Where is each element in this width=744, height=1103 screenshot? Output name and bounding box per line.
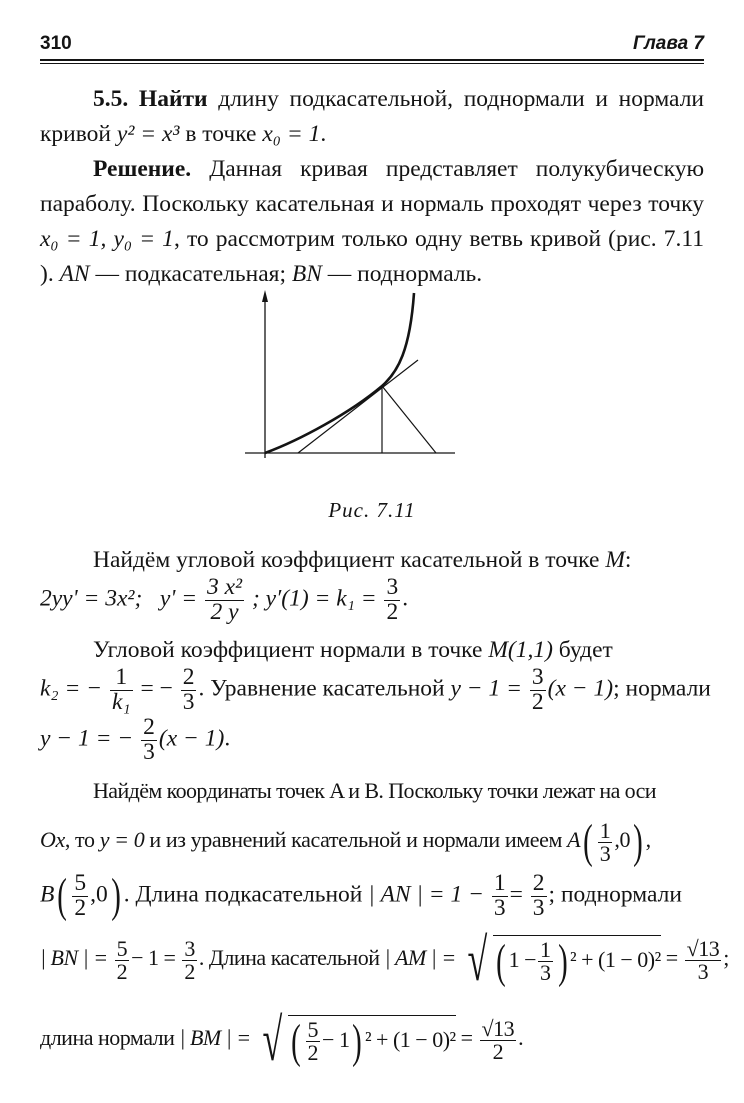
normal-line <box>382 386 436 453</box>
fraction: $\frac{5}{2}$ <box>74 870 87 921</box>
y-axis-arrow <box>262 290 268 302</box>
paragraph-tangent-slope: Найдём угловой коэффициент касательной в точке M: <box>93 547 632 573</box>
fraction: $\frac{1}{3}$ <box>540 937 551 985</box>
problem-number: 5.5. Найти <box>93 86 208 112</box>
fraction: $\frac{5}{2}$ <box>116 935 128 984</box>
point-x0: x₀ = 1 <box>262 121 321 147</box>
parabola-diagram <box>230 288 460 468</box>
fraction: $\frac{3}{2}$ <box>184 935 195 984</box>
equation-normal: y − 1 = − $\frac{2}{3}$ (x − 1). <box>40 714 231 765</box>
fraction: $\frac{1}{3}$ <box>599 817 611 866</box>
header-rule <box>40 59 704 61</box>
figure-7-11 <box>230 288 460 468</box>
header-rule-thin <box>40 63 704 64</box>
line-point-b: B( $\frac{5}{2}$ ,0) . Длина подкасательной | AN | = 1 − $\frac{1}{3}$ = $\frac{2}{3}$ ; поднормали <box>40 869 682 922</box>
line-normal-length: длина нормали | BM | = √ ( $\frac{5}{2}$ − 1) ² + (1 − 0)² = $\frac{√13}{2}$ . <box>40 1007 524 1073</box>
fraction: $\frac{3}{2}$ <box>531 664 544 715</box>
curve-equation: y² = x³ <box>116 121 180 147</box>
fraction: $\frac{\text{3 x²}}{2 y}$ <box>207 574 243 625</box>
fraction: $\frac{1}{\text{k₁}}$ <box>111 664 131 715</box>
fraction: $\frac{5}{2}$ <box>307 1017 319 1065</box>
line-points-a: Ox, то y = 0 и из уравнений касательной и нормали имеем A( $\frac{1}{3}$ ,0) , <box>40 815 651 868</box>
fraction: $\frac{2}{3}$ <box>143 714 155 765</box>
square-root: √ ( $\frac{5}{2}$ − 1) ² + (1 − 0)² <box>262 1007 456 1073</box>
page-header <box>40 33 704 57</box>
fraction: $\frac{√13}{2}$ <box>481 1015 515 1064</box>
fraction: $\frac{1}{3}$ <box>493 870 506 921</box>
solution-paragraph: Решение. Данная кривая представляет полукубическую параболу. Поскольку касательная и нормаль проходят через точку x₀ = 1, y₀ = 1, то рассмотрим только одну ветвь кривой (рис. 7.11 ). AN — подкасательная; BN — поднормаль. <box>40 156 704 287</box>
fraction: $\frac{3}{2}$ <box>386 574 399 625</box>
fraction: $\frac{√13}{3}$ <box>686 935 720 984</box>
paragraph-normal-slope: Угловой коэффициент нормали в точке M(1,1) будет <box>93 637 613 663</box>
curve <box>265 293 414 453</box>
tangent-line <box>298 360 418 453</box>
square-root: √ ( 1 − $\frac{1}{3}$ ) ² + (1 − 0)² <box>467 927 661 993</box>
paragraph-coordinates: Найдём координаты точек A и B. Поскольку точки лежат на оси <box>93 778 656 803</box>
solution-label: Решение. <box>93 156 192 182</box>
figure-caption: Рис. 7.11 <box>328 498 416 522</box>
fraction: $\frac{2}{3}$ <box>532 870 545 921</box>
chapter-title: Глава 7 <box>633 33 704 54</box>
problem-statement: 5.5. Найти длину подкасательной, поднормали и нормали кривой y² = x³ в точке x₀ = 1. <box>40 86 704 147</box>
line-subnormal-tangent: | BN | = $\frac{5}{2}$ − 1 = $\frac{3}{2}$ . Длина касательной | AM | = √ ( 1 − $\frac{1}{3}$ ) ² + (1 − 0)² = $\frac{√13}{3}$ ; <box>40 927 729 993</box>
page-number: 310 <box>40 33 72 54</box>
equation-k2: k₂ = − $\frac{1}{\text{k₁}}$ = − $\frac{2}{3}$ . Уравнение касательной y − 1 = $\frac{3}{2}$ (x − 1); нормали <box>40 664 711 715</box>
equation-derivative: 2yy' = 3x²; y' = $\frac{\text{3 x²}}{2 y}$ ; y′(1) = k₁ = $\frac{3}{2}$ . <box>40 574 409 625</box>
fraction: $\frac{2}{3}$ <box>182 664 195 715</box>
